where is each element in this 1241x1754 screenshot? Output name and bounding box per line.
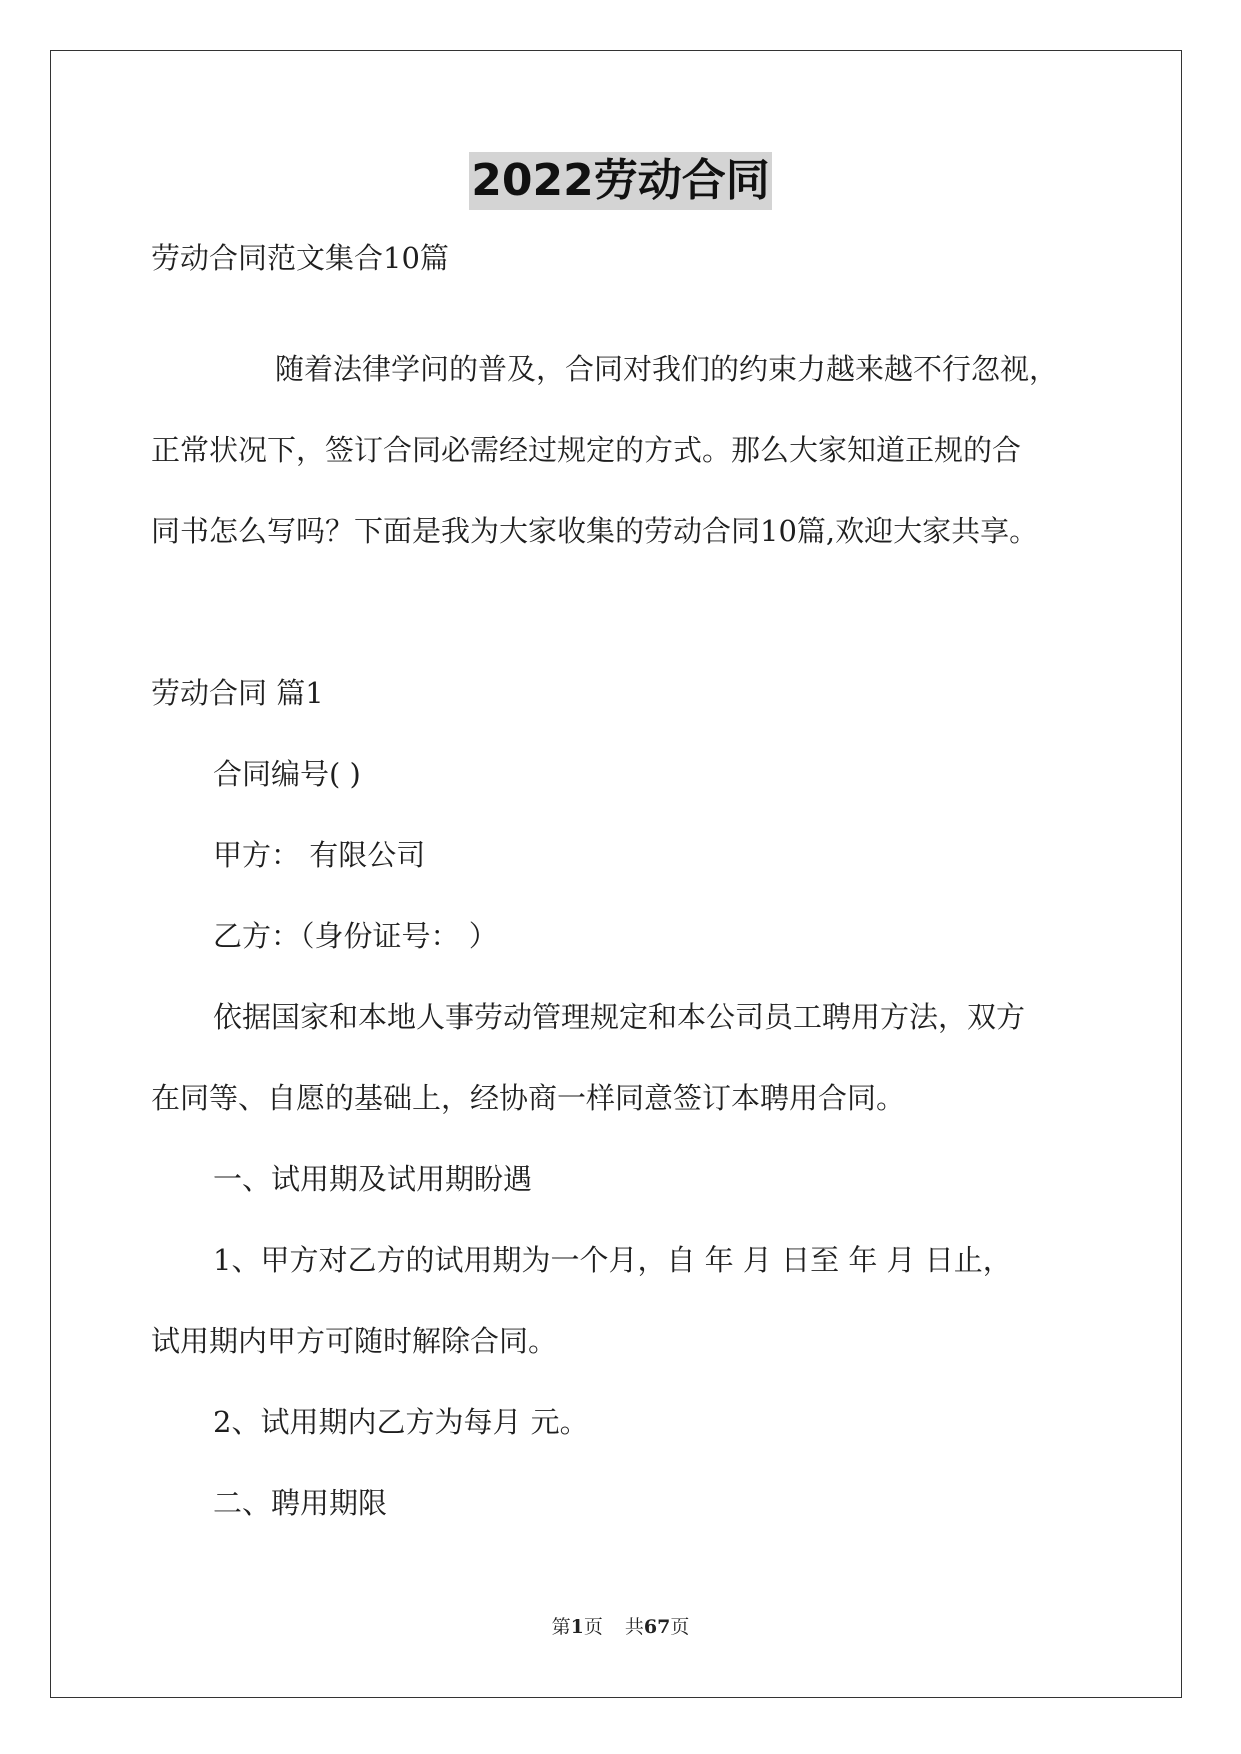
footer-page-prefix: 第 — [551, 1616, 571, 1638]
basis-line-1: 依据国家和本地人事劳动管理规定和本公司员工聘用方法，双方 — [213, 1000, 1026, 1034]
intro-line-2: 正常状况下，签订合同必需经过规定的方式。那么大家知道正规的合 — [151, 433, 1022, 467]
intro-line-3: 同书怎么写吗？下面是我为大家收集的劳动合同10篇,欢迎大家共享。 — [151, 514, 1039, 548]
intro-line-1: 随着法律学问的普及，合同对我们的约束力越来越不行忽视， — [275, 352, 1059, 386]
footer-page-current: 1 — [570, 1616, 584, 1638]
party-b: 乙方：（身份证号： ） — [213, 919, 498, 953]
clause-1-heading: 一、试用期及试用期盼遇 — [213, 1162, 533, 1196]
clause-1-item-1-line-1: 1、甲方对乙方的试用期为一个月，自 年 月 日至 年 月 日止， — [213, 1243, 1012, 1277]
basis-line-2: 在同等、自愿的基础上，经协商一样同意签订本聘用合同。 — [151, 1081, 906, 1115]
contract-number: 合同编号( ) — [213, 757, 361, 791]
footer-total-prefix: 共 — [624, 1616, 644, 1638]
clause-2-heading: 二、聘用期限 — [213, 1486, 388, 1520]
document-title: 2022劳动合同 — [469, 152, 771, 210]
clause-1-item-1-line-2: 试用期内甲方可随时解除合同。 — [151, 1324, 558, 1358]
clause-1-item-2: 2、试用期内乙方为每月 元。 — [213, 1405, 589, 1439]
page-footer — [0, 1614, 1241, 1640]
subtitle: 劳动合同范文集合10篇 — [151, 241, 449, 275]
title-container — [0, 152, 1241, 210]
party-a: 甲方： 有限公司 — [213, 838, 426, 872]
footer-page-total: 67 — [643, 1616, 671, 1638]
footer-total-suffix: 页 — [670, 1616, 690, 1638]
footer-page-mid: 页 — [583, 1616, 603, 1638]
section-heading: 劳动合同 篇1 — [151, 676, 324, 710]
